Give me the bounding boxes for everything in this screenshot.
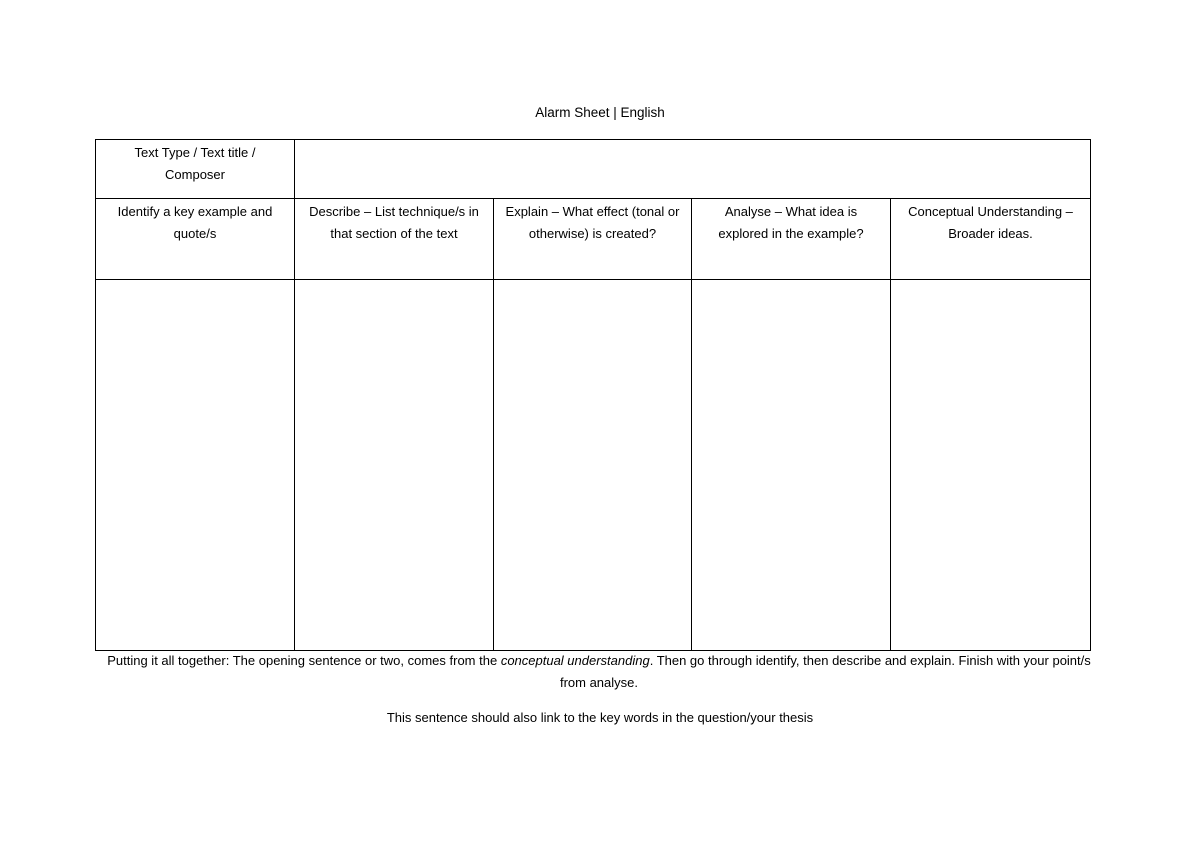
conceptual-answer-cell[interactable] — [891, 280, 1091, 651]
link-note: This sentence should also link to the key words in the question/your thesis — [386, 710, 814, 725]
explain-answer-cell[interactable] — [494, 280, 692, 651]
column-header-row — [96, 199, 1091, 280]
together-prefix: Putting it all together: The opening sentence or two, comes from the — [107, 653, 501, 668]
text-info-row — [96, 140, 1091, 199]
analyse-answer-cell[interactable] — [692, 280, 891, 651]
describe-answer-cell[interactable] — [295, 280, 494, 651]
column-header-describe: Describe – List technique/s in that section of the text — [295, 199, 494, 280]
column-header-explain: Explain – What effect (tonal or otherwise) is created? — [494, 199, 692, 280]
text-info-label: Text Type / Text title / Composer — [96, 140, 295, 199]
alarm-sheet-table — [95, 139, 1091, 651]
together-emphasis: conceptual understanding — [500, 653, 650, 668]
together-suffix: . Then go through identify, then describe and explain. Finish with your point/s from analyse. — [559, 653, 1091, 690]
page-title: Alarm Sheet | English — [535, 105, 665, 120]
putting-it-together-note — [95, 650, 1103, 694]
answer-row — [96, 280, 1091, 651]
text-info-field[interactable] — [295, 140, 1091, 199]
column-header-analyse: Analyse – What idea is explored in the example? — [692, 199, 891, 280]
column-header-conceptual: Conceptual Understanding – Broader ideas. — [891, 199, 1091, 280]
identify-answer-cell[interactable] — [96, 280, 295, 651]
column-header-identify: Identify a key example and quote/s — [96, 199, 295, 280]
